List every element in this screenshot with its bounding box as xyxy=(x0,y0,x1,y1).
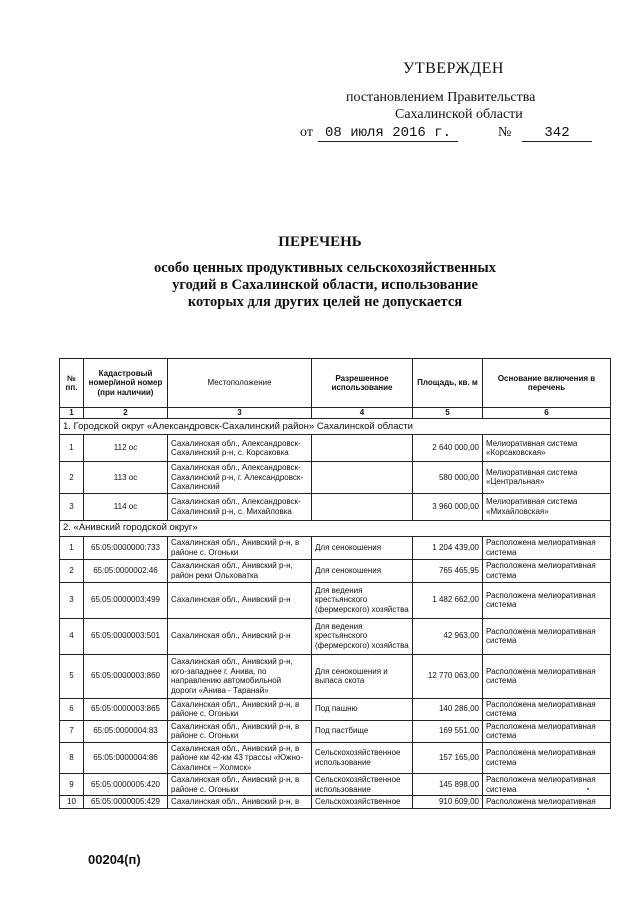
area: 2 640 000,00 xyxy=(413,435,483,462)
permitted-use: Под пастбище xyxy=(312,720,413,742)
location: Сахалинская обл., Анивский р-н, в районе с. Огоньки xyxy=(168,720,312,742)
location: Сахалинская обл., Анивский р-н, в районе с. Огоньки xyxy=(168,774,312,796)
permitted-use xyxy=(312,462,413,494)
cadastral-number: 65:05:0000005:429 xyxy=(84,796,168,809)
area: 140 286,00 xyxy=(413,698,483,720)
inclusion-basis: Мелиоративная система «Михайловская» xyxy=(483,493,611,520)
col-header-basis: Основание включения в перечень xyxy=(483,359,611,408)
location: Сахалинская обл., Александровск-Сахалинский р-н, г. Александровск-Сахалинский xyxy=(168,462,312,494)
cadastral-number: 114 ос xyxy=(84,493,168,520)
area: 910 609,00 xyxy=(413,796,483,809)
row-number: 1 xyxy=(60,536,84,559)
col-header-cadastral: Кадастровый номер/иной номер (при наличии) xyxy=(84,359,168,408)
row-number: 10 xyxy=(60,796,84,809)
inclusion-basis: Расположена мелиоративная система xyxy=(483,536,611,559)
cadastral-number: 112 ос xyxy=(84,435,168,462)
inclusion-basis: Расположена мелиоративная система xyxy=(483,720,611,742)
table-row xyxy=(60,774,611,796)
section-title: 2. «Анивский городской округ» xyxy=(60,520,611,536)
inclusion-basis: Расположена мелиоративная система xyxy=(483,618,611,654)
area: 169 551,00 xyxy=(413,720,483,742)
inclusion-basis: Расположена мелиоративная система xyxy=(483,698,611,720)
inclusion-basis: Расположена мелиоративная система xyxy=(483,559,611,582)
area: 3 960 000,00 xyxy=(413,493,483,520)
table-row xyxy=(60,536,611,559)
column-number-row xyxy=(60,408,611,419)
location: Сахалинская обл., Александровск-Сахалинский р-н, с. Михайловка xyxy=(168,493,312,520)
land-registry-table xyxy=(59,358,611,809)
inclusion-basis: Мелиоративная система «Корсаковская» xyxy=(483,435,611,462)
section-header-row xyxy=(60,520,611,536)
row-number: 7 xyxy=(60,720,84,742)
inclusion-basis: Мелиоративная система «Центральная» xyxy=(483,462,611,494)
permitted-use xyxy=(312,493,413,520)
document-subtitle xyxy=(100,260,550,311)
area: 145 898,00 xyxy=(413,774,483,796)
permitted-use: Для ведения крестьянского (фермерского) хозяйства xyxy=(312,582,413,618)
cadastral-number: 65:05:0000004:83 xyxy=(84,720,168,742)
area: 12 770 063,00 xyxy=(413,654,483,698)
row-number: 9 xyxy=(60,774,84,796)
table-row xyxy=(60,654,611,698)
location: Сахалинская обл., Анивский р-н, в районе км 42-км 43 трассы «Южно-Сахалинск – Холмск» xyxy=(168,742,312,774)
cadastral-number: 65:05:0000002:46 xyxy=(84,559,168,582)
table-row xyxy=(60,435,611,462)
permitted-use: Сельскохозяйственное использование xyxy=(312,742,413,774)
location: Сахалинская обл., Анивский р-н, в районе с. Огоньки xyxy=(168,698,312,720)
cadastral-number: 65:05:0000005:420 xyxy=(84,774,168,796)
permitted-use: Для сенокошения и выпаса скота xyxy=(312,654,413,698)
subtitle-line: которых для других целей не допускается xyxy=(187,294,463,310)
table-row xyxy=(60,796,611,809)
table-row xyxy=(60,720,611,742)
table-row xyxy=(60,462,611,494)
row-number: 3 xyxy=(60,582,84,618)
table-row xyxy=(60,582,611,618)
column-number: 4 xyxy=(312,408,413,419)
col-header-number: № пп. xyxy=(60,359,84,408)
col-header-location: Местоположение xyxy=(168,359,312,408)
section-header-row xyxy=(60,419,611,435)
column-number: 5 xyxy=(413,408,483,419)
inclusion-basis: Расположена мелиоративная система xyxy=(483,774,611,796)
permitted-use: Под пашню xyxy=(312,698,413,720)
inclusion-basis: Расположена мелиоративная система xyxy=(483,654,611,698)
location: Сахалинская обл., Анивский р-н, в районе с. Огоньки xyxy=(168,536,312,559)
decree-line-2: Сахалинской области xyxy=(395,107,523,122)
document-code: 00204(п) xyxy=(88,852,141,867)
area: 765 465,95 xyxy=(413,559,483,582)
row-number: 1 xyxy=(60,435,84,462)
number-sign: № xyxy=(498,125,512,140)
subtitle-line: угодий в Сахалинской области, использование xyxy=(172,277,478,293)
area: 1 204 439,00 xyxy=(413,536,483,559)
column-number: 6 xyxy=(483,408,611,419)
cadastral-number: 65:05:0000003:865 xyxy=(84,698,168,720)
permitted-use: Для ведения крестьянского (фермерского) хозяйства xyxy=(312,618,413,654)
area: 42 963,00 xyxy=(413,618,483,654)
location: Сахалинская обл., Анивский р-н, в xyxy=(168,796,312,809)
decree-date-line xyxy=(300,125,600,145)
col-header-area: Площадь, кв. м xyxy=(413,359,483,408)
row-number: 8 xyxy=(60,742,84,774)
scan-speck xyxy=(587,788,589,790)
section-title: 1. Городской округ «Александровск-Сахалинский район» Сахалинской области xyxy=(60,419,611,435)
subtitle-line: особо ценных продуктивных сельскохозяйственных xyxy=(153,260,497,276)
column-number: 3 xyxy=(168,408,312,419)
permitted-use: Для сенокошения xyxy=(312,559,413,582)
permitted-use: Для сенокошения xyxy=(312,536,413,559)
area: 580 000,00 xyxy=(413,462,483,494)
location: Сахалинская обл., Анивский р-н xyxy=(168,618,312,654)
location: Сахалинская обл., Александровск-Сахалинский р-н, с. Корсаковка xyxy=(168,435,312,462)
header-row xyxy=(60,359,611,408)
location: Сахалинская обл., Анивский р-н, юго-западнее г. Анива, по направлению автомобильной дороги «Анива - Таранай» xyxy=(168,654,312,698)
location: Сахалинская обл., Анивский р-н xyxy=(168,582,312,618)
cadastral-number: 65:05:0000004:86 xyxy=(84,742,168,774)
cadastral-number: 65:05:0000003:501 xyxy=(84,618,168,654)
row-number: 3 xyxy=(60,493,84,520)
approved-stamp: УТВЕРЖДЕН xyxy=(403,60,504,77)
row-number: 5 xyxy=(60,654,84,698)
area: 1 482 662,00 xyxy=(413,582,483,618)
document-title: ПЕРЕЧЕНЬ xyxy=(278,234,362,250)
permitted-use: Сельскохозяйственное использование xyxy=(312,774,413,796)
table-row xyxy=(60,742,611,774)
table-row xyxy=(60,493,611,520)
from-label: от xyxy=(300,125,313,140)
inclusion-basis: Расположена мелиоративная система xyxy=(483,742,611,774)
row-number: 4 xyxy=(60,618,84,654)
cadastral-number: 65:05:0000003:499 xyxy=(84,582,168,618)
inclusion-basis: Расположена мелиоративная xyxy=(483,796,611,809)
decree-date: 08 июля 2016 г. xyxy=(318,125,458,142)
column-number: 1 xyxy=(60,408,84,419)
table-row xyxy=(60,618,611,654)
table-row xyxy=(60,559,611,582)
decree-number: 342 xyxy=(522,125,592,142)
cadastral-number: 65:05:0000000:733 xyxy=(84,536,168,559)
column-number: 2 xyxy=(84,408,168,419)
col-header-usage: Разрешенное использование xyxy=(312,359,413,408)
permitted-use xyxy=(312,435,413,462)
cadastral-number: 113 ос xyxy=(84,462,168,494)
table-row xyxy=(60,698,611,720)
cadastral-number: 65:05:0000003:860 xyxy=(84,654,168,698)
permitted-use: Сельскохозяйственное xyxy=(312,796,413,809)
location: Сахалинская обл., Анивский р-н, район реки Ольховатка xyxy=(168,559,312,582)
row-number: 6 xyxy=(60,698,84,720)
row-number: 2 xyxy=(60,559,84,582)
area: 157 165,00 xyxy=(413,742,483,774)
decree-line-1: постановлением Правительства xyxy=(346,90,536,105)
inclusion-basis: Расположена мелиоративная система xyxy=(483,582,611,618)
row-number: 2 xyxy=(60,462,84,494)
